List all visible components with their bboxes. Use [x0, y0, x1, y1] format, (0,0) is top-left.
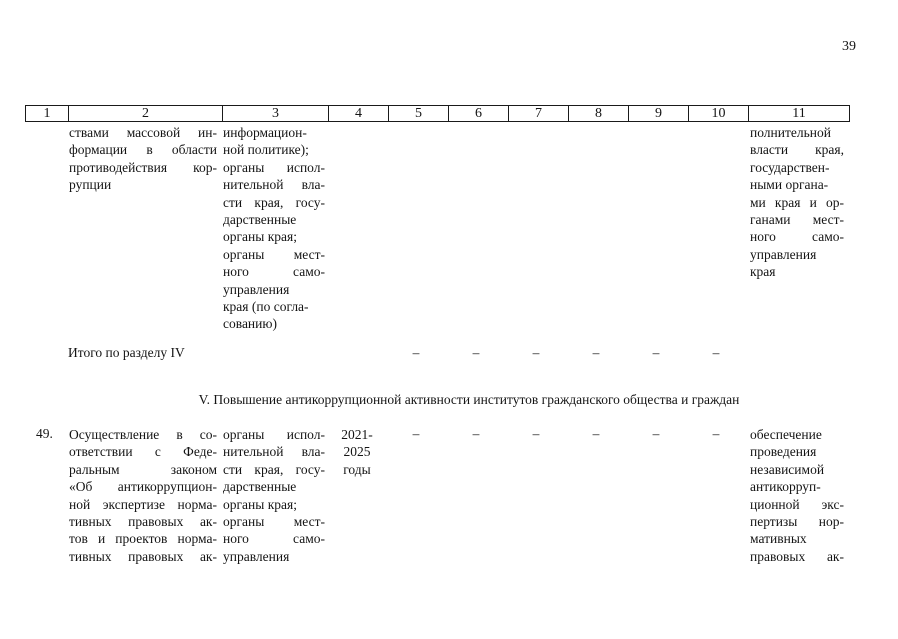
text-line: ного само-: [223, 264, 325, 280]
row49-value-col5: –: [412, 426, 420, 441]
continuation-col2-text: [69, 124, 217, 194]
column-header-3: 3: [223, 106, 329, 121]
row49-col11-text: [750, 426, 844, 565]
period-line: 2021-: [341, 427, 373, 442]
text-line: независимой: [750, 461, 825, 477]
text-line: ганами мест-: [750, 211, 844, 227]
text-line: рупции: [69, 177, 112, 193]
text-line: края: [750, 264, 776, 280]
period-line: годы: [343, 461, 371, 477]
text-line: формации в области: [69, 142, 217, 158]
text-line: дарственные: [223, 479, 297, 495]
text-line: сти края, госу-: [223, 194, 325, 210]
row-number: 49.: [36, 426, 53, 441]
column-header-1: 1: [26, 106, 69, 121]
text-line: тивных правовых ак-: [69, 548, 217, 564]
total-value-col9: –: [652, 345, 660, 360]
row49-value-col6: –: [472, 426, 480, 441]
text-line: ответствии с Феде-: [69, 444, 217, 460]
column-header-7: 7: [509, 106, 569, 121]
row49-col2-text: [69, 426, 217, 565]
text-line: органы края;: [223, 496, 297, 512]
section-total-label: Итого по разделу IV: [68, 345, 185, 360]
column-header-2: 2: [69, 106, 223, 121]
text-line: нительной вла-: [223, 177, 325, 193]
text-line: сованию): [223, 316, 277, 332]
text-line: управления: [750, 246, 817, 262]
row49-value-col7: –: [532, 426, 540, 441]
text-line: ствами массовой ин-: [69, 125, 217, 140]
table-header-row: [25, 105, 850, 122]
section-title: V. Повышение антикоррупционной активности институтов гражданского общества и граждан: [198, 392, 740, 407]
text-line: ми края и ор-: [750, 194, 844, 210]
period-line: 2025: [343, 444, 371, 460]
continuation-col3-text: [223, 124, 325, 333]
text-line: органы испол-: [223, 427, 325, 442]
text-line: ральным законом: [69, 461, 217, 477]
continuation-col11-text: [750, 124, 844, 281]
text-line: «Об антикоррупцион-: [69, 479, 217, 495]
total-value-col6: –: [472, 345, 480, 360]
text-line: края (по согла-: [223, 298, 309, 314]
text-line: ными органа-: [750, 177, 829, 193]
column-header-9: 9: [629, 106, 689, 121]
row49-col3-text: [223, 426, 325, 565]
page-number: 39: [842, 39, 856, 54]
text-line: нительной вла-: [223, 444, 325, 460]
column-header-11: 11: [792, 106, 806, 121]
column-header-6: 6: [449, 106, 509, 121]
column-header-8: 8: [569, 106, 629, 121]
text-line: антикорруп-: [750, 479, 821, 495]
column-header-10: 10: [689, 106, 749, 121]
total-value-col5: –: [412, 345, 420, 360]
total-value-col10: –: [712, 345, 720, 360]
text-line: противодействия кор-: [69, 159, 217, 175]
column-header-5: 5: [389, 106, 449, 121]
text-line: ной политике);: [223, 142, 309, 158]
text-line: обеспечение: [750, 427, 822, 442]
row49-period: [336, 426, 378, 478]
text-line: органы испол-: [223, 159, 325, 175]
row49-value-col10: –: [712, 426, 720, 441]
text-line: ного само-: [223, 531, 325, 547]
total-value-col7: –: [532, 345, 540, 360]
text-line: органы края;: [223, 229, 297, 245]
text-line: ного само-: [750, 229, 844, 245]
text-line: Осуществление в со-: [69, 427, 217, 442]
text-line: управления: [223, 548, 290, 564]
text-line: органы мест-: [223, 246, 325, 262]
row49-value-col8: –: [592, 426, 600, 441]
total-value-col8: –: [592, 345, 600, 360]
text-line: проведения: [750, 444, 817, 460]
text-line: правовых ак-: [750, 548, 844, 564]
text-line: ной экспертизе норма-: [69, 496, 217, 512]
text-line: мативных: [750, 531, 807, 547]
text-line: власти края,: [750, 142, 844, 158]
row49-value-col9: –: [652, 426, 660, 441]
text-line: пертизы нор-: [750, 513, 844, 529]
text-line: управления: [223, 281, 290, 297]
text-line: ционной экс-: [750, 496, 844, 512]
text-line: полнительной: [750, 125, 831, 140]
text-line: тов и проектов норма-: [69, 531, 217, 547]
text-line: тивных правовых ак-: [69, 513, 217, 529]
text-line: государствен-: [750, 159, 830, 175]
text-line: информацион-: [223, 125, 307, 140]
column-header-4: 4: [329, 106, 389, 121]
text-line: дарственные: [223, 211, 297, 227]
text-line: органы мест-: [223, 513, 325, 529]
text-line: сти края, госу-: [223, 461, 325, 477]
